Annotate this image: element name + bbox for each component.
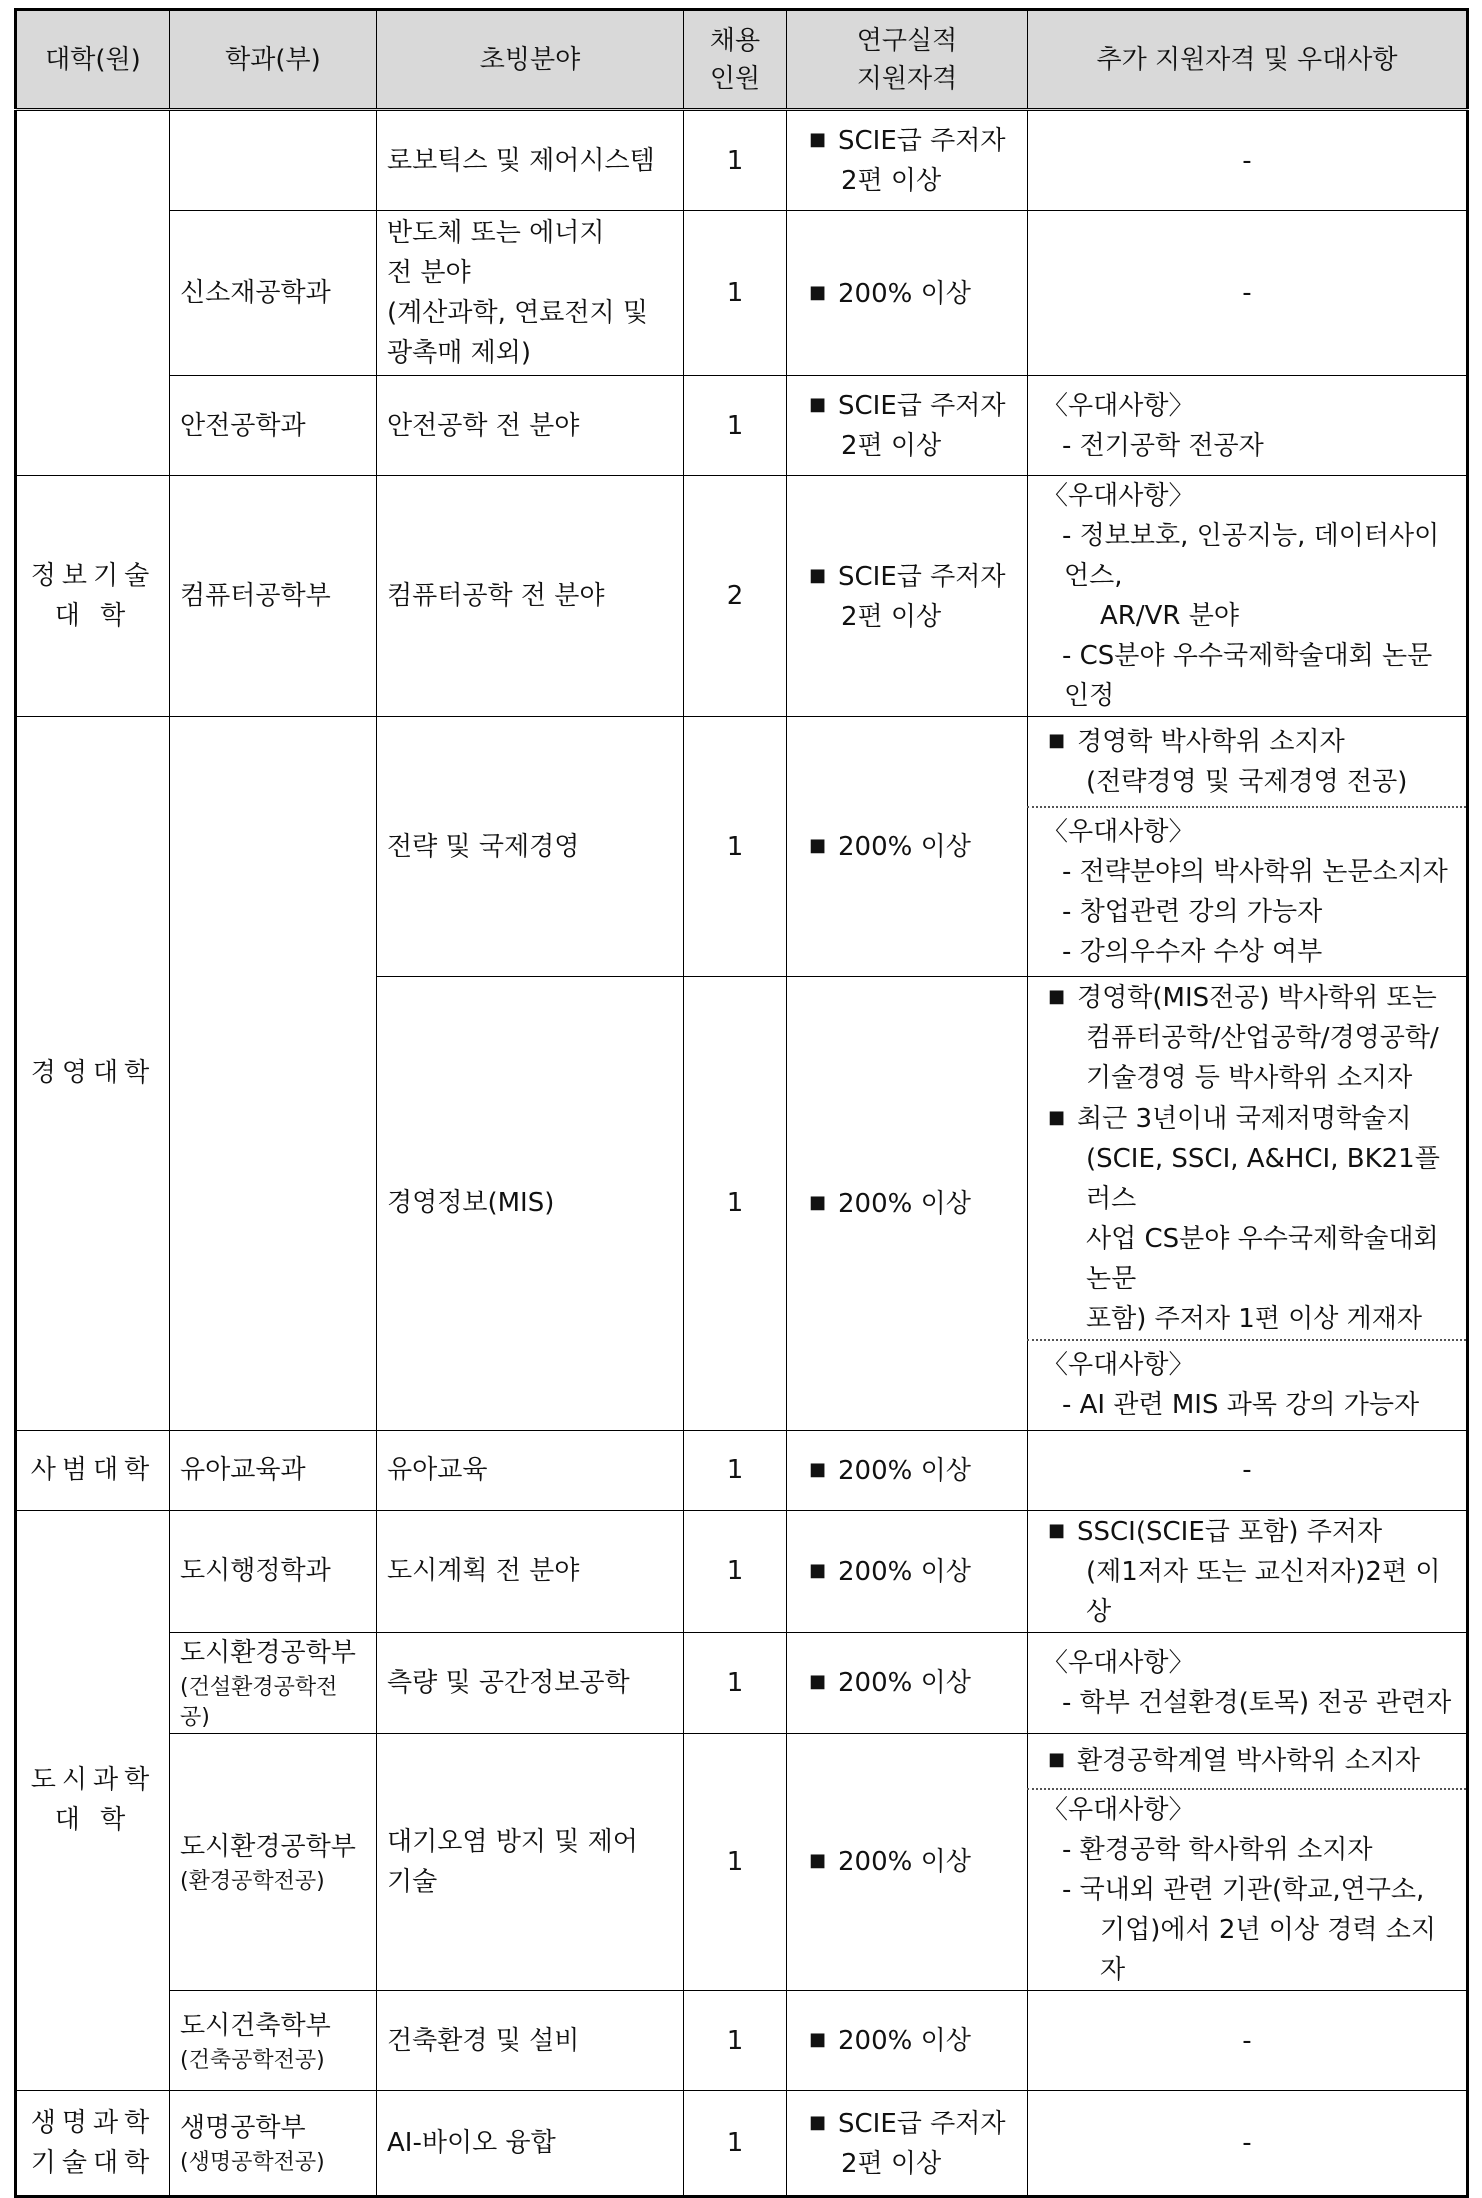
college-cell: 정보기술 대 학 (16, 476, 170, 717)
research-cell: ■ SCIE급 주저자 2편 이상 (787, 2091, 1028, 2197)
college-cell (16, 110, 170, 476)
hires-cell: 1 (684, 717, 787, 977)
table-row (16, 476, 1468, 717)
research-cell: ■ 200% 이상 (787, 1733, 1028, 1991)
department-cell: 안전공학과 (170, 376, 377, 476)
header-department: 학과(부) (170, 10, 377, 110)
research-cell: ■ 200% 이상 (787, 717, 1028, 977)
department-cell: 도시행정학과 (170, 1510, 377, 1632)
research-cell: ■ SCIE급 주저자 2편 이상 (787, 110, 1028, 211)
field-cell: 경영정보(MIS) (377, 977, 684, 1431)
field-cell: 도시계획 전 분야 (377, 1510, 684, 1632)
table-row (16, 376, 1468, 476)
hires-cell: 1 (684, 1733, 787, 1991)
field-cell: 안전공학 전 분야 (377, 376, 684, 476)
research-cell: ■ SCIE급 주저자 2편 이상 (787, 476, 1028, 717)
department-cell: 신소재공학과 (170, 211, 377, 376)
extra-cell: 〈우대사항〉 - 환경공학 학사학위 소지자 - 국내외 관련 기관(학교,연구소, 기업)에서 2년 이상 경력 소지자 (1028, 1789, 1468, 1991)
research-cell: ■ 200% 이상 (787, 1510, 1028, 1632)
table-row (16, 2091, 1468, 2197)
department-cell (170, 717, 377, 1431)
hires-cell: 1 (684, 977, 787, 1431)
table-row (16, 1991, 1468, 2091)
extra-cell: ■ 경영학 박사학위 소지자 (전략경영 및 국제경영 전공) (1028, 717, 1468, 807)
extra-cell: - (1028, 110, 1468, 211)
extra-cell: 〈우대사항〉 - 전략분야의 박사학위 논문소지자 - 창업관련 강의 가능자 - 강의우수자 수상 여부 (1028, 807, 1468, 977)
department-cell: 생명공학부 (생명공학전공) (170, 2091, 377, 2197)
field-cell: 컴퓨터공학 전 분야 (377, 476, 684, 717)
hires-cell: 1 (684, 1632, 787, 1733)
college-cell: 사범대학 (16, 1430, 170, 1510)
college-cell: 생명과학 기술대학 (16, 2091, 170, 2197)
header-extra: 추가 지원자격 및 우대사항 (1028, 10, 1468, 110)
field-cell: 로보틱스 및 제어시스템 (377, 110, 684, 211)
extra-cell: 〈우대사항〉 - AI 관련 MIS 과목 강의 가능자 (1028, 1340, 1468, 1430)
field-cell: 전략 및 국제경영 (377, 717, 684, 977)
hires-cell: 2 (684, 476, 787, 717)
department-cell (170, 110, 377, 211)
college-cell: 도시과학 대 학 (16, 1510, 170, 2091)
table-row (16, 717, 1468, 807)
hires-cell: 1 (684, 1430, 787, 1510)
extra-cell: ■ 경영학(MIS전공) 박사학위 또는 컴퓨터공학/산업공학/경영공학/ 기술경영 등 박사학위 소지자 ■ 최근 3년이내 국제저명학술지 (SCIE, SSCI, A&HCI, BK21플러스 사업 CS분야 우수국제학술대회 논문 포함) 주저자 1편 이상 게재자 (1028, 977, 1468, 1341)
header-college: 대학(원) (16, 10, 170, 110)
extra-cell: 〈우대사항〉 - 정보보호, 인공지능, 데이터사이언스, AR/VR 분야 - CS분야 우수국제학술대회 논문 인정 (1028, 476, 1468, 717)
field-cell: AI-바이오 융합 (377, 2091, 684, 2197)
extra-cell: ■ 환경공학계열 박사학위 소지자 (1028, 1733, 1468, 1789)
extra-cell: - (1028, 1991, 1468, 2091)
table-row (16, 211, 1468, 376)
research-cell: ■ 200% 이상 (787, 1632, 1028, 1733)
table-row (16, 1733, 1468, 1789)
research-cell: ■ SCIE급 주저자 2편 이상 (787, 376, 1028, 476)
extra-cell: - (1028, 1430, 1468, 1510)
header-hires: 채용 인원 (684, 10, 787, 110)
hires-cell: 1 (684, 2091, 787, 2197)
field-cell: 측량 및 공간정보공학 (377, 1632, 684, 1733)
field-cell: 건축환경 및 설비 (377, 1991, 684, 2091)
header-field: 초빙분야 (377, 10, 684, 110)
department-cell: 도시환경공학부 (환경공학전공) (170, 1733, 377, 1991)
table-row (16, 1510, 1468, 1632)
extra-cell: - (1028, 211, 1468, 376)
hires-cell: 1 (684, 1991, 787, 2091)
research-cell: ■ 200% 이상 (787, 1430, 1028, 1510)
table-row (16, 1430, 1468, 1510)
header-row (16, 10, 1468, 110)
header-research: 연구실적 지원자격 (787, 10, 1028, 110)
department-cell: 도시환경공학부 (건설환경공학전공) (170, 1632, 377, 1733)
extra-cell: 〈우대사항〉 - 학부 건설환경(토목) 전공 관련자 (1028, 1632, 1468, 1733)
hires-cell: 1 (684, 376, 787, 476)
college-cell: 경영대학 (16, 717, 170, 1431)
extra-cell: ■ SSCI(SCIE급 포함) 주저자 (제1저자 또는 교신저자)2편 이상 (1028, 1510, 1468, 1632)
hires-cell: 1 (684, 211, 787, 376)
field-cell: 대기오염 방지 및 제어 기술 (377, 1733, 684, 1991)
table-row (16, 1632, 1468, 1733)
research-cell: ■ 200% 이상 (787, 977, 1028, 1431)
research-cell: ■ 200% 이상 (787, 211, 1028, 376)
faculty-recruitment-table (14, 8, 1469, 2198)
department-cell: 컴퓨터공학부 (170, 476, 377, 717)
table-row (16, 110, 1468, 211)
field-cell: 반도체 또는 에너지 전 분야 (계산과학, 연료전지 및 광촉매 제외) (377, 211, 684, 376)
field-cell: 유아교육 (377, 1430, 684, 1510)
extra-cell: 〈우대사항〉 - 전기공학 전공자 (1028, 376, 1468, 476)
department-cell: 유아교육과 (170, 1430, 377, 1510)
hires-cell: 1 (684, 1510, 787, 1632)
extra-cell: - (1028, 2091, 1468, 2197)
hires-cell: 1 (684, 110, 787, 211)
department-cell: 도시건축학부 (건축공학전공) (170, 1991, 377, 2091)
research-cell: ■ 200% 이상 (787, 1991, 1028, 2091)
